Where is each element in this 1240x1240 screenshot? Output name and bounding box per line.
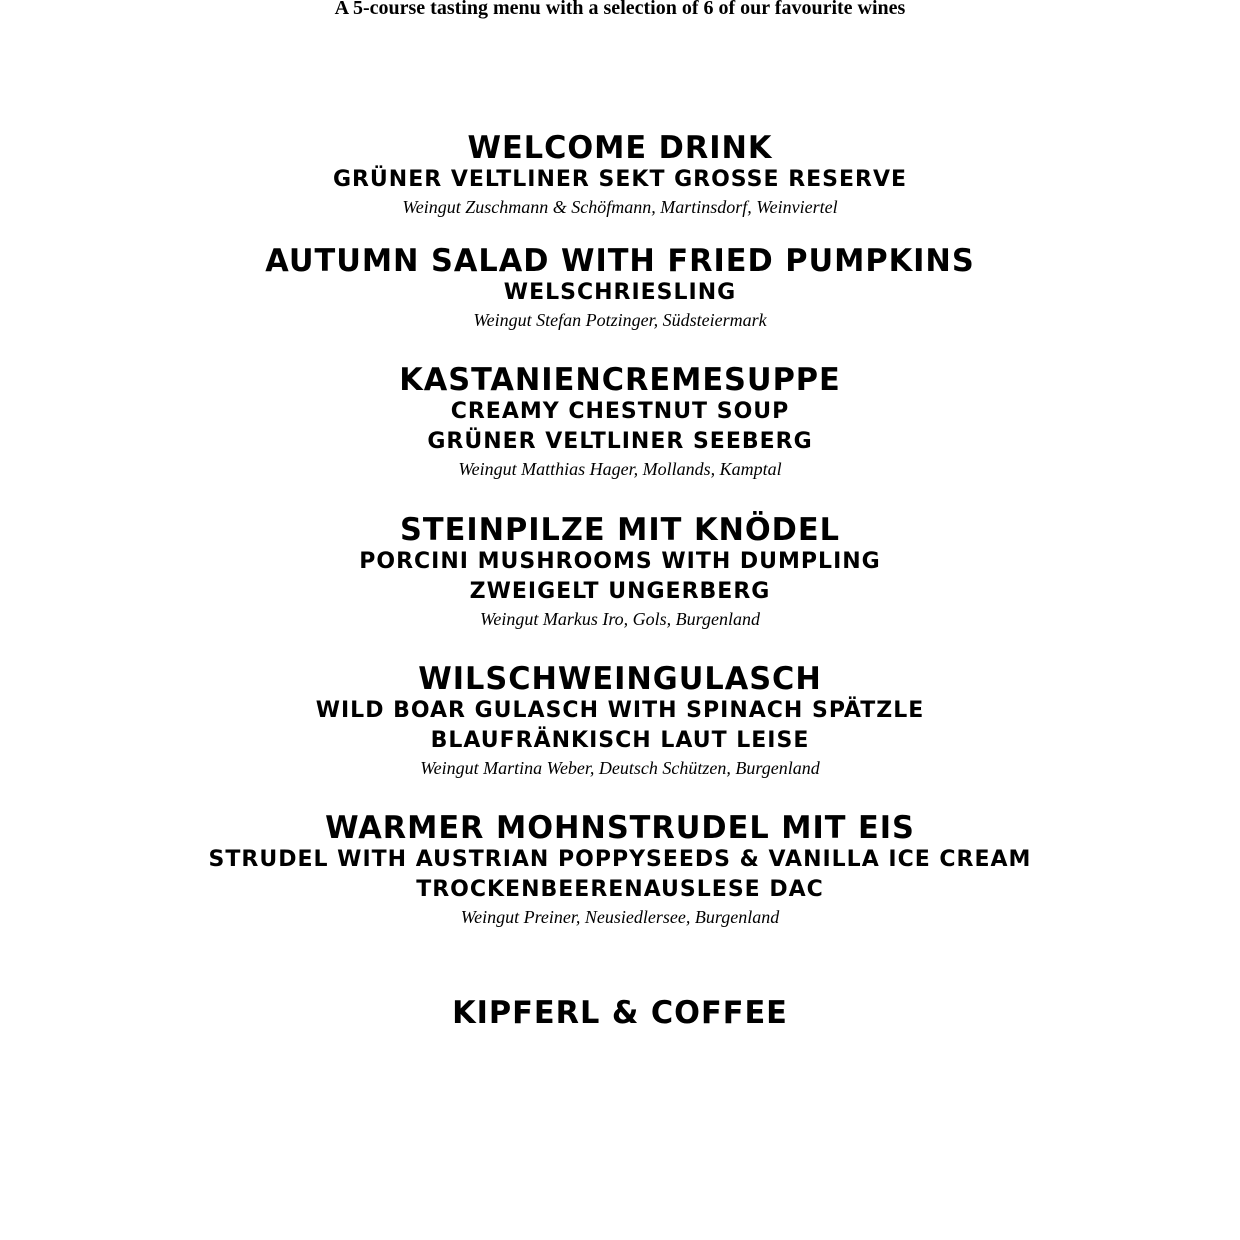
course-strudel — [0, 811, 1240, 928]
course-title: STEINPILZE MIT KNÖDEL — [400, 512, 840, 548]
course-translation: PORCINI MUSHROOMS WITH DUMPLING — [359, 549, 881, 574]
course-wild-boar — [0, 662, 1240, 779]
winery-name: Weingut Stefan Potzinger, Südsteiermark — [473, 310, 767, 330]
course-autumn-salad — [0, 244, 1240, 331]
winery-name: Weingut Zuschmann & Schöfmann, Martinsdorf, Weinviertel — [402, 197, 838, 217]
winery-name: Weingut Preiner, Neusiedlersee, Burgenland — [460, 907, 780, 927]
menu-intro: A 5-course tasting menu with a selection of 6 of our favourite wines — [334, 0, 906, 19]
course-translation: STRUDEL WITH AUSTRIAN POPPYSEEDS & VANILLA ICE CREAM — [208, 847, 1032, 872]
course-chestnut-soup — [0, 363, 1240, 480]
course-title: KASTANIENCREMESUPPE — [399, 362, 841, 398]
winery-name: Weingut Martina Weber, Deutsch Schützen, Burgenland — [420, 758, 820, 778]
course-porcini — [0, 513, 1240, 630]
wine-name: GRÜNER VELTLINER SEEBERG — [427, 429, 813, 454]
course-kipferl-coffee — [0, 996, 1240, 1030]
course-title: AUTUMN SALAD WITH FRIED PUMPKINS — [265, 243, 975, 279]
course-title: KIPFERL & COFFEE — [452, 995, 788, 1031]
wine-name: GRÜNER VELTLINER SEKT GROSSE RESERVE — [332, 167, 908, 192]
course-translation: WILD BOAR GULASCH WITH SPINACH SPÄTZLE — [315, 698, 925, 723]
wine-name: ZWEIGELT UNGERBERG — [469, 579, 771, 604]
course-welcome-drink — [0, 131, 1240, 218]
course-title: WARMER MOHNSTRUDEL MIT EIS — [325, 810, 915, 846]
winery-name: Weingut Matthias Hager, Mollands, Kamptal — [458, 459, 782, 479]
wine-name: TROCKENBEERENAUSLESE DAC — [416, 877, 824, 902]
course-translation: CREAMY CHESTNUT SOUP — [450, 399, 790, 424]
winery-name: Weingut Markus Iro, Gols, Burgenland — [480, 609, 760, 629]
course-title: WELCOME DRINK — [467, 130, 773, 166]
wine-name: BLAUFRÄNKISCH LAUT LEISE — [430, 728, 810, 753]
wine-name: WELSCHRIESLING — [503, 280, 737, 305]
course-title: WILSCHWEINGULASCH — [418, 661, 822, 697]
